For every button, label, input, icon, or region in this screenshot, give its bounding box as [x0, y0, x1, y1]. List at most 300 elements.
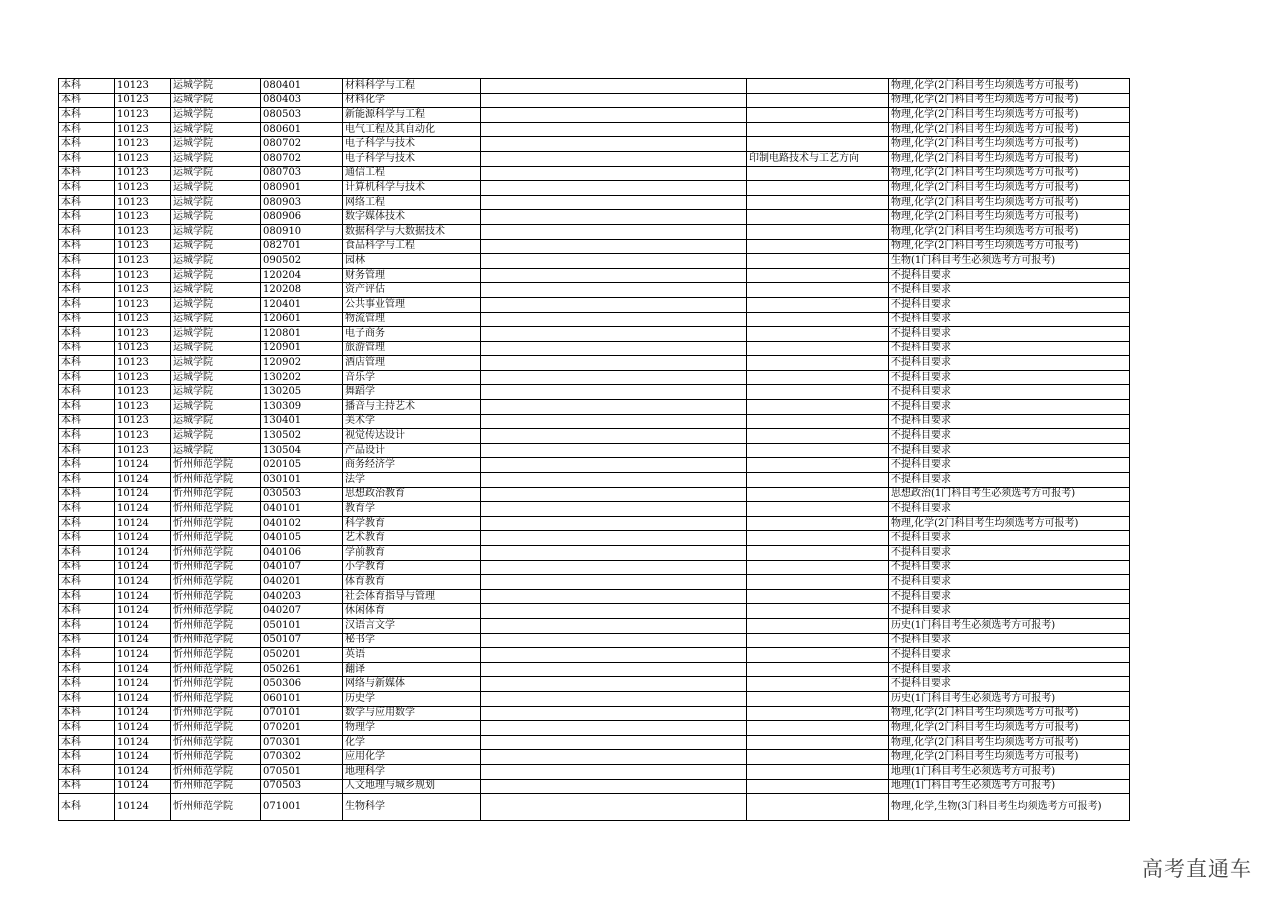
- requirement-cell: 不提科目要求: [889, 443, 1130, 458]
- major-code-cell: 080702: [261, 137, 343, 152]
- blank-cell: [481, 618, 747, 633]
- level-cell: 本科: [59, 487, 115, 502]
- table-row: [59, 400, 1130, 415]
- major-name-cell: 园林: [343, 254, 481, 269]
- table-row: [59, 429, 1130, 444]
- major-name-cell: 学前教育: [343, 546, 481, 561]
- table-row: [59, 137, 1130, 152]
- requirement-cell: 不提科目要求: [889, 502, 1130, 517]
- requirement-cell: 不提科目要求: [889, 458, 1130, 473]
- table-row: [59, 414, 1130, 429]
- blank-cell: [481, 429, 747, 444]
- requirement-cell: 历史(1门科目考生必须选考方可报考): [889, 618, 1130, 633]
- level-cell: 本科: [59, 224, 115, 239]
- direction-cell: [747, 122, 889, 137]
- major-code-cell: 090502: [261, 254, 343, 269]
- level-cell: 本科: [59, 546, 115, 561]
- level-cell: 本科: [59, 604, 115, 619]
- school-name-cell: 运城学院: [171, 341, 261, 356]
- school-code-cell: 10123: [115, 210, 171, 225]
- table-row: [59, 297, 1130, 312]
- major-name-cell: 小学教育: [343, 560, 481, 575]
- blank-cell: [481, 210, 747, 225]
- requirement-cell: 物理,化学(2门科目考生均须选考方可报考): [889, 151, 1130, 166]
- major-code-cell: 120901: [261, 341, 343, 356]
- watermark: 高考直通车: [1142, 857, 1252, 881]
- direction-cell: [747, 297, 889, 312]
- school-name-cell: 忻州师范学院: [171, 779, 261, 794]
- school-name-cell: 忻州师范学院: [171, 677, 261, 692]
- school-code-cell: 10123: [115, 122, 171, 137]
- level-cell: 本科: [59, 779, 115, 794]
- direction-cell: [747, 414, 889, 429]
- blank-cell: [481, 502, 747, 517]
- direction-cell: [747, 589, 889, 604]
- table-row: [59, 502, 1130, 517]
- school-name-cell: 运城学院: [171, 93, 261, 108]
- table-row: [59, 487, 1130, 502]
- level-cell: 本科: [59, 429, 115, 444]
- table-row: [59, 385, 1130, 400]
- school-code-cell: 10123: [115, 297, 171, 312]
- blank-cell: [481, 648, 747, 663]
- major-code-cell: 040106: [261, 546, 343, 561]
- major-name-cell: 物流管理: [343, 312, 481, 327]
- blank-cell: [481, 122, 747, 137]
- school-name-cell: 运城学院: [171, 151, 261, 166]
- major-code-cell: 080503: [261, 108, 343, 123]
- level-cell: 本科: [59, 195, 115, 210]
- school-name-cell: 忻州师范学院: [171, 764, 261, 779]
- requirement-cell: 不提科目要求: [889, 633, 1130, 648]
- direction-cell: [747, 312, 889, 327]
- blank-cell: [481, 662, 747, 677]
- blank-cell: [481, 195, 747, 210]
- school-code-cell: 10124: [115, 706, 171, 721]
- major-code-cell: 080906: [261, 210, 343, 225]
- school-name-cell: 运城学院: [171, 297, 261, 312]
- blank-cell: [481, 794, 747, 821]
- major-code-cell: 020105: [261, 458, 343, 473]
- level-cell: 本科: [59, 108, 115, 123]
- major-code-cell: 070301: [261, 735, 343, 750]
- school-code-cell: 10123: [115, 385, 171, 400]
- major-code-cell: 040107: [261, 560, 343, 575]
- direction-cell: [747, 779, 889, 794]
- major-name-cell: 商务经济学: [343, 458, 481, 473]
- table-row: [59, 283, 1130, 298]
- table-row: [59, 589, 1130, 604]
- major-code-cell: 082701: [261, 239, 343, 254]
- table-row: [59, 662, 1130, 677]
- school-name-cell: 运城学院: [171, 195, 261, 210]
- blank-cell: [481, 487, 747, 502]
- school-code-cell: 10123: [115, 108, 171, 123]
- school-code-cell: 10124: [115, 589, 171, 604]
- school-name-cell: 运城学院: [171, 327, 261, 342]
- table-row: [59, 691, 1130, 706]
- direction-cell: [747, 706, 889, 721]
- requirement-cell: 不提科目要求: [889, 312, 1130, 327]
- requirement-cell: 物理,化学(2门科目考生均须选考方可报考): [889, 735, 1130, 750]
- direction-cell: [747, 370, 889, 385]
- level-cell: 本科: [59, 385, 115, 400]
- major-code-cell: 030101: [261, 473, 343, 488]
- major-name-cell: 材料化学: [343, 93, 481, 108]
- school-code-cell: 10124: [115, 618, 171, 633]
- major-name-cell: 人文地理与城乡规划: [343, 779, 481, 794]
- direction-cell: [747, 254, 889, 269]
- school-code-cell: 10124: [115, 458, 171, 473]
- major-code-cell: 120204: [261, 268, 343, 283]
- major-name-cell: 通信工程: [343, 166, 481, 181]
- table-body: [59, 79, 1130, 821]
- direction-cell: [747, 560, 889, 575]
- school-name-cell: 运城学院: [171, 166, 261, 181]
- level-cell: 本科: [59, 618, 115, 633]
- blank-cell: [481, 327, 747, 342]
- school-name-cell: 运城学院: [171, 443, 261, 458]
- level-cell: 本科: [59, 137, 115, 152]
- requirement-cell: 不提科目要求: [889, 546, 1130, 561]
- major-name-cell: 食品科学与工程: [343, 239, 481, 254]
- table-row: [59, 210, 1130, 225]
- requirement-cell: 不提科目要求: [889, 589, 1130, 604]
- direction-cell: [747, 604, 889, 619]
- school-name-cell: 运城学院: [171, 224, 261, 239]
- blank-cell: [481, 79, 747, 94]
- school-name-cell: 忻州师范学院: [171, 589, 261, 604]
- major-code-cell: 070101: [261, 706, 343, 721]
- level-cell: 本科: [59, 750, 115, 765]
- direction-cell: [747, 79, 889, 94]
- direction-cell: [747, 473, 889, 488]
- blank-cell: [481, 560, 747, 575]
- level-cell: 本科: [59, 706, 115, 721]
- requirement-cell: 不提科目要求: [889, 560, 1130, 575]
- school-code-cell: 10123: [115, 93, 171, 108]
- direction-cell: [747, 764, 889, 779]
- major-name-cell: 化学: [343, 735, 481, 750]
- major-name-cell: 汉语言文学: [343, 618, 481, 633]
- direction-cell: [747, 575, 889, 590]
- major-name-cell: 新能源科学与工程: [343, 108, 481, 123]
- major-name-cell: 网络与新媒体: [343, 677, 481, 692]
- direction-cell: [747, 283, 889, 298]
- school-code-cell: 10123: [115, 151, 171, 166]
- school-code-cell: 10123: [115, 341, 171, 356]
- school-name-cell: 忻州师范学院: [171, 794, 261, 821]
- table-row: [59, 473, 1130, 488]
- direction-cell: [747, 166, 889, 181]
- blank-cell: [481, 166, 747, 181]
- major-code-cell: 130202: [261, 370, 343, 385]
- direction-cell: 印制电路技术与工艺方向: [747, 151, 889, 166]
- blank-cell: [481, 93, 747, 108]
- major-code-cell: 070501: [261, 764, 343, 779]
- direction-cell: [747, 93, 889, 108]
- blank-cell: [481, 706, 747, 721]
- requirement-cell: 不提科目要求: [889, 356, 1130, 371]
- requirement-cell: 物理,化学(2门科目考生均须选考方可报考): [889, 750, 1130, 765]
- direction-cell: [747, 721, 889, 736]
- table-row: [59, 268, 1130, 283]
- major-code-cell: 050101: [261, 618, 343, 633]
- school-code-cell: 10123: [115, 414, 171, 429]
- school-name-cell: 运城学院: [171, 385, 261, 400]
- table-row: [59, 370, 1130, 385]
- school-code-cell: 10123: [115, 239, 171, 254]
- major-name-cell: 生物科学: [343, 794, 481, 821]
- major-code-cell: 040201: [261, 575, 343, 590]
- direction-cell: [747, 268, 889, 283]
- school-name-cell: 忻州师范学院: [171, 735, 261, 750]
- blank-cell: [481, 546, 747, 561]
- major-name-cell: 应用化学: [343, 750, 481, 765]
- blank-cell: [481, 151, 747, 166]
- school-name-cell: 运城学院: [171, 122, 261, 137]
- school-name-cell: 忻州师范学院: [171, 487, 261, 502]
- table-row: [59, 618, 1130, 633]
- major-code-cell: 130205: [261, 385, 343, 400]
- major-name-cell: 公共事业管理: [343, 297, 481, 312]
- school-code-cell: 10123: [115, 327, 171, 342]
- major-name-cell: 社会体育指导与管理: [343, 589, 481, 604]
- direction-cell: [747, 750, 889, 765]
- table-row: [59, 239, 1130, 254]
- major-name-cell: 历史学: [343, 691, 481, 706]
- blank-cell: [481, 589, 747, 604]
- major-code-cell: 050107: [261, 633, 343, 648]
- major-name-cell: 物理学: [343, 721, 481, 736]
- requirement-cell: 历史(1门科目考生必须选考方可报考): [889, 691, 1130, 706]
- school-name-cell: 运城学院: [171, 210, 261, 225]
- requirement-cell: 不提科目要求: [889, 400, 1130, 415]
- major-name-cell: 休闲体育: [343, 604, 481, 619]
- requirement-cell: 物理,化学(2门科目考生均须选考方可报考): [889, 181, 1130, 196]
- requirement-cell: 不提科目要求: [889, 297, 1130, 312]
- table-row: [59, 108, 1130, 123]
- major-code-cell: 070503: [261, 779, 343, 794]
- major-name-cell: 酒店管理: [343, 356, 481, 371]
- school-name-cell: 运城学院: [171, 414, 261, 429]
- blank-cell: [481, 356, 747, 371]
- blank-cell: [481, 735, 747, 750]
- table-row: [59, 195, 1130, 210]
- major-code-cell: 050306: [261, 677, 343, 692]
- school-code-cell: 10123: [115, 181, 171, 196]
- table-row: [59, 224, 1130, 239]
- level-cell: 本科: [59, 458, 115, 473]
- direction-cell: [747, 356, 889, 371]
- table-row: [59, 779, 1130, 794]
- school-code-cell: 10123: [115, 268, 171, 283]
- level-cell: 本科: [59, 312, 115, 327]
- major-code-cell: 080903: [261, 195, 343, 210]
- blank-cell: [481, 400, 747, 415]
- blank-cell: [481, 633, 747, 648]
- blank-cell: [481, 750, 747, 765]
- school-code-cell: 10124: [115, 735, 171, 750]
- blank-cell: [481, 575, 747, 590]
- table-row: [59, 648, 1130, 663]
- direction-cell: [747, 181, 889, 196]
- level-cell: 本科: [59, 721, 115, 736]
- table-row: [59, 151, 1130, 166]
- school-name-cell: 忻州师范学院: [171, 648, 261, 663]
- major-code-cell: 080901: [261, 181, 343, 196]
- table-row: [59, 93, 1130, 108]
- direction-cell: [747, 210, 889, 225]
- school-name-cell: 忻州师范学院: [171, 516, 261, 531]
- school-name-cell: 忻州师范学院: [171, 662, 261, 677]
- school-code-cell: 10124: [115, 677, 171, 692]
- major-name-cell: 翻译: [343, 662, 481, 677]
- major-code-cell: 130401: [261, 414, 343, 429]
- school-code-cell: 10123: [115, 254, 171, 269]
- blank-cell: [481, 341, 747, 356]
- major-name-cell: 数学与应用数学: [343, 706, 481, 721]
- school-name-cell: 忻州师范学院: [171, 618, 261, 633]
- major-name-cell: 艺术教育: [343, 531, 481, 546]
- school-code-cell: 10124: [115, 721, 171, 736]
- major-code-cell: 130504: [261, 443, 343, 458]
- major-name-cell: 数据科学与大数据技术: [343, 224, 481, 239]
- level-cell: 本科: [59, 516, 115, 531]
- blank-cell: [481, 283, 747, 298]
- major-code-cell: 120401: [261, 297, 343, 312]
- school-code-cell: 10123: [115, 443, 171, 458]
- level-cell: 本科: [59, 370, 115, 385]
- blank-cell: [481, 443, 747, 458]
- level-cell: 本科: [59, 210, 115, 225]
- requirement-cell: 不提科目要求: [889, 385, 1130, 400]
- table-row: [59, 254, 1130, 269]
- school-name-cell: 运城学院: [171, 370, 261, 385]
- requirement-cell: 不提科目要求: [889, 531, 1130, 546]
- major-code-cell: 080401: [261, 79, 343, 94]
- direction-cell: [747, 400, 889, 415]
- school-code-cell: 10124: [115, 794, 171, 821]
- direction-cell: [747, 648, 889, 663]
- school-code-cell: 10124: [115, 487, 171, 502]
- school-code-cell: 10123: [115, 400, 171, 415]
- requirement-cell: 不提科目要求: [889, 575, 1130, 590]
- level-cell: 本科: [59, 677, 115, 692]
- major-code-cell: 060101: [261, 691, 343, 706]
- major-name-cell: 法学: [343, 473, 481, 488]
- level-cell: 本科: [59, 181, 115, 196]
- blank-cell: [481, 239, 747, 254]
- school-name-cell: 运城学院: [171, 181, 261, 196]
- major-code-cell: 080601: [261, 122, 343, 137]
- requirement-cell: 地理(1门科目考生必须选考方可报考): [889, 779, 1130, 794]
- blank-cell: [481, 370, 747, 385]
- level-cell: 本科: [59, 93, 115, 108]
- direction-cell: [747, 531, 889, 546]
- school-code-cell: 10123: [115, 137, 171, 152]
- requirement-cell: 地理(1门科目考生必须选考方可报考): [889, 764, 1130, 779]
- level-cell: 本科: [59, 691, 115, 706]
- direction-cell: [747, 794, 889, 821]
- school-name-cell: 忻州师范学院: [171, 575, 261, 590]
- school-name-cell: 忻州师范学院: [171, 706, 261, 721]
- school-name-cell: 忻州师范学院: [171, 633, 261, 648]
- school-name-cell: 运城学院: [171, 239, 261, 254]
- level-cell: 本科: [59, 764, 115, 779]
- school-name-cell: 运城学院: [171, 137, 261, 152]
- table-row: [59, 750, 1130, 765]
- level-cell: 本科: [59, 589, 115, 604]
- blank-cell: [481, 414, 747, 429]
- school-code-cell: 10123: [115, 283, 171, 298]
- major-code-cell: 040102: [261, 516, 343, 531]
- major-name-cell: 音乐学: [343, 370, 481, 385]
- blank-cell: [481, 181, 747, 196]
- direction-cell: [747, 691, 889, 706]
- blank-cell: [481, 779, 747, 794]
- blank-cell: [481, 137, 747, 152]
- table-row: [59, 327, 1130, 342]
- direction-cell: [747, 195, 889, 210]
- school-name-cell: 忻州师范学院: [171, 531, 261, 546]
- major-name-cell: 美术学: [343, 414, 481, 429]
- requirement-cell: 物理,化学(2门科目考生均须选考方可报考): [889, 166, 1130, 181]
- major-code-cell: 070201: [261, 721, 343, 736]
- direction-cell: [747, 429, 889, 444]
- direction-cell: [747, 385, 889, 400]
- level-cell: 本科: [59, 327, 115, 342]
- major-code-cell: 080910: [261, 224, 343, 239]
- major-name-cell: 材料科学与工程: [343, 79, 481, 94]
- school-name-cell: 忻州师范学院: [171, 560, 261, 575]
- blank-cell: [481, 604, 747, 619]
- level-cell: 本科: [59, 254, 115, 269]
- requirement-cell: 生物(1门科目考生必须选考方可报考): [889, 254, 1130, 269]
- major-code-cell: 050201: [261, 648, 343, 663]
- major-name-cell: 地理科学: [343, 764, 481, 779]
- table-row: [59, 341, 1130, 356]
- level-cell: 本科: [59, 575, 115, 590]
- major-name-cell: 电子科学与技术: [343, 137, 481, 152]
- direction-cell: [747, 224, 889, 239]
- school-code-cell: 10124: [115, 750, 171, 765]
- major-name-cell: 舞蹈学: [343, 385, 481, 400]
- major-code-cell: 040203: [261, 589, 343, 604]
- major-name-cell: 秘书学: [343, 633, 481, 648]
- requirement-cell: 不提科目要求: [889, 677, 1130, 692]
- requirement-cell: 不提科目要求: [889, 662, 1130, 677]
- requirement-cell: 物理,化学(2门科目考生均须选考方可报考): [889, 224, 1130, 239]
- school-code-cell: 10123: [115, 356, 171, 371]
- table-row: [59, 531, 1130, 546]
- direction-cell: [747, 735, 889, 750]
- blank-cell: [481, 721, 747, 736]
- school-name-cell: 运城学院: [171, 429, 261, 444]
- school-name-cell: 忻州师范学院: [171, 458, 261, 473]
- requirement-cell: 物理,化学(2门科目考生均须选考方可报考): [889, 122, 1130, 137]
- table-row: [59, 735, 1130, 750]
- direction-cell: [747, 662, 889, 677]
- school-name-cell: 运城学院: [171, 268, 261, 283]
- table-row: [59, 677, 1130, 692]
- school-code-cell: 10123: [115, 79, 171, 94]
- table-row: [59, 122, 1130, 137]
- school-code-cell: 10123: [115, 166, 171, 181]
- level-cell: 本科: [59, 341, 115, 356]
- major-name-cell: 视觉传达设计: [343, 429, 481, 444]
- direction-cell: [747, 677, 889, 692]
